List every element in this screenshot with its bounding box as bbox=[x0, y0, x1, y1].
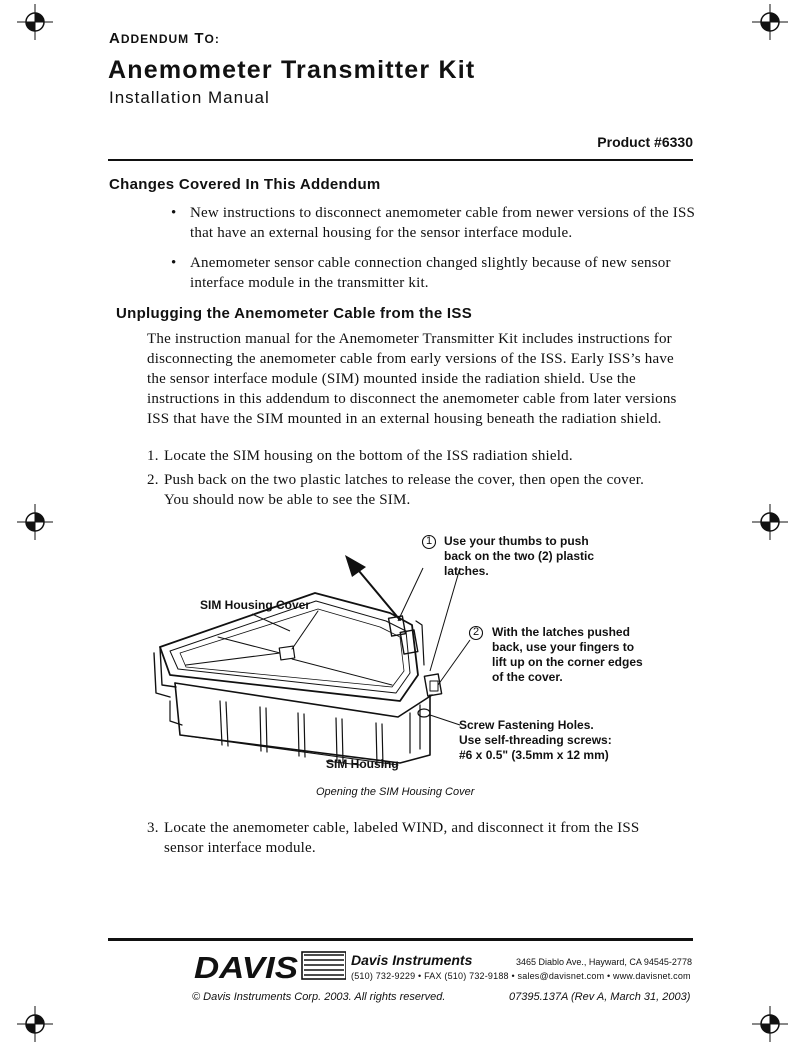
list-item: • Anemometer sensor cable connection changed slightly because of new sensor interface module in the transmitter kit. bbox=[168, 253, 698, 293]
callout-2-line: lift up on the corner edges bbox=[492, 655, 643, 669]
top-divider bbox=[108, 159, 693, 161]
addendum-rest: DDENDUM bbox=[120, 32, 190, 46]
step-text-continued: sensor interface module. bbox=[164, 840, 316, 856]
copyright: © Davis Instruments Corp. 2003. All rights reserved. bbox=[192, 991, 446, 1003]
registration-mark-icon bbox=[17, 1006, 53, 1042]
step-text: Push back on the two plastic latches to release the cover, then open the cover. bbox=[164, 472, 645, 488]
step-text-continued: You should now be able to see the SIM. bbox=[164, 492, 411, 508]
changes-bullet-list bbox=[168, 203, 698, 303]
step-3 bbox=[147, 818, 697, 858]
callout-1-line: latches. bbox=[444, 564, 489, 578]
sim-housing-cover-label: SIM Housing Cover bbox=[200, 598, 311, 612]
document-title: Anemometer Transmitter Kit bbox=[108, 56, 476, 84]
step-number: 2. bbox=[147, 472, 159, 488]
sim-housing-label: SIM Housing bbox=[326, 757, 399, 771]
callout-2-line: of the cover. bbox=[492, 670, 563, 684]
step-text: Locate the SIM housing on the bottom of the ISS radiation shield. bbox=[164, 448, 573, 464]
company-name: Davis Instruments bbox=[351, 952, 473, 968]
callout-2-number: 2 bbox=[472, 626, 480, 638]
changes-heading: Changes Covered In This Addendum bbox=[109, 176, 381, 193]
registration-mark-icon bbox=[752, 1006, 788, 1042]
screw-holes-label bbox=[459, 718, 612, 763]
davis-logo-text: DAVIS bbox=[194, 950, 299, 983]
registration-mark-icon bbox=[17, 4, 53, 40]
registration-mark-icon bbox=[752, 4, 788, 40]
callout-1-number: 1 bbox=[425, 535, 433, 547]
callout-2 bbox=[492, 625, 643, 685]
step-number: 1. bbox=[147, 448, 159, 464]
unplug-intro-paragraph: The instruction manual for the Anemometer Transmitter Kit includes instructions for disconnecting the anemometer cable from early versions of the ISS. Early ISS’s have the sensor interface module (SIM) mounted inside the radiation shield. Use the instructions in this addendum to disconnect the anemometer cable from later versions ISS that have the SIM mounted in an external housing beneath the radiation shield. bbox=[147, 331, 677, 427]
addendum-to-rest: O: bbox=[204, 32, 220, 46]
screw-label-line: Use self-threading screws: bbox=[459, 733, 612, 747]
step-number: 3. bbox=[147, 820, 159, 836]
callout-1-line: Use your thumbs to push bbox=[444, 534, 589, 548]
screw-label-line: Screw Fastening Holes. bbox=[459, 718, 594, 732]
davis-logo bbox=[192, 949, 346, 983]
product-number: Product #6330 bbox=[597, 134, 693, 150]
registration-mark-icon bbox=[752, 504, 788, 540]
step-1 bbox=[147, 446, 573, 466]
registration-mark-icon bbox=[17, 504, 53, 540]
addendum-label bbox=[109, 30, 220, 47]
company-address: 3465 Diablo Ave., Hayward, CA 94545-2778 bbox=[516, 957, 692, 967]
step-text: Locate the anemometer cable, labeled WIND, and disconnect it from the ISS bbox=[164, 820, 640, 836]
unplug-heading: Unplugging the Anemometer Cable from the ISS bbox=[116, 305, 473, 322]
callout-2-line: With the latches pushed bbox=[492, 625, 630, 639]
callout-1-line: back on the two (2) plastic bbox=[444, 549, 595, 563]
document-number: 07395.137A (Rev A, March 31, 2003) bbox=[509, 991, 691, 1003]
list-item: • New instructions to disconnect anemometer cable from newer versions of the ISS that have an external housing for the sensor interface module. bbox=[168, 203, 698, 243]
company-contact: (510) 732-9229 • FAX (510) 732-9188 • sales@davisnet.com • www.davisnet.com bbox=[351, 971, 691, 981]
callout-2-line: back, use your fingers to bbox=[492, 640, 635, 654]
callout-1 bbox=[444, 534, 594, 579]
screw-label-line: #6 x 0.5" (3.5mm x 12 mm) bbox=[459, 748, 609, 762]
step-2 bbox=[147, 470, 697, 510]
addendum-cap-t: T bbox=[194, 30, 205, 47]
document-subtitle: Installation Manual bbox=[109, 88, 270, 107]
figure-caption: Opening the SIM Housing Cover bbox=[316, 786, 475, 798]
addendum-cap-a: A bbox=[109, 30, 121, 47]
bottom-divider bbox=[108, 938, 693, 941]
